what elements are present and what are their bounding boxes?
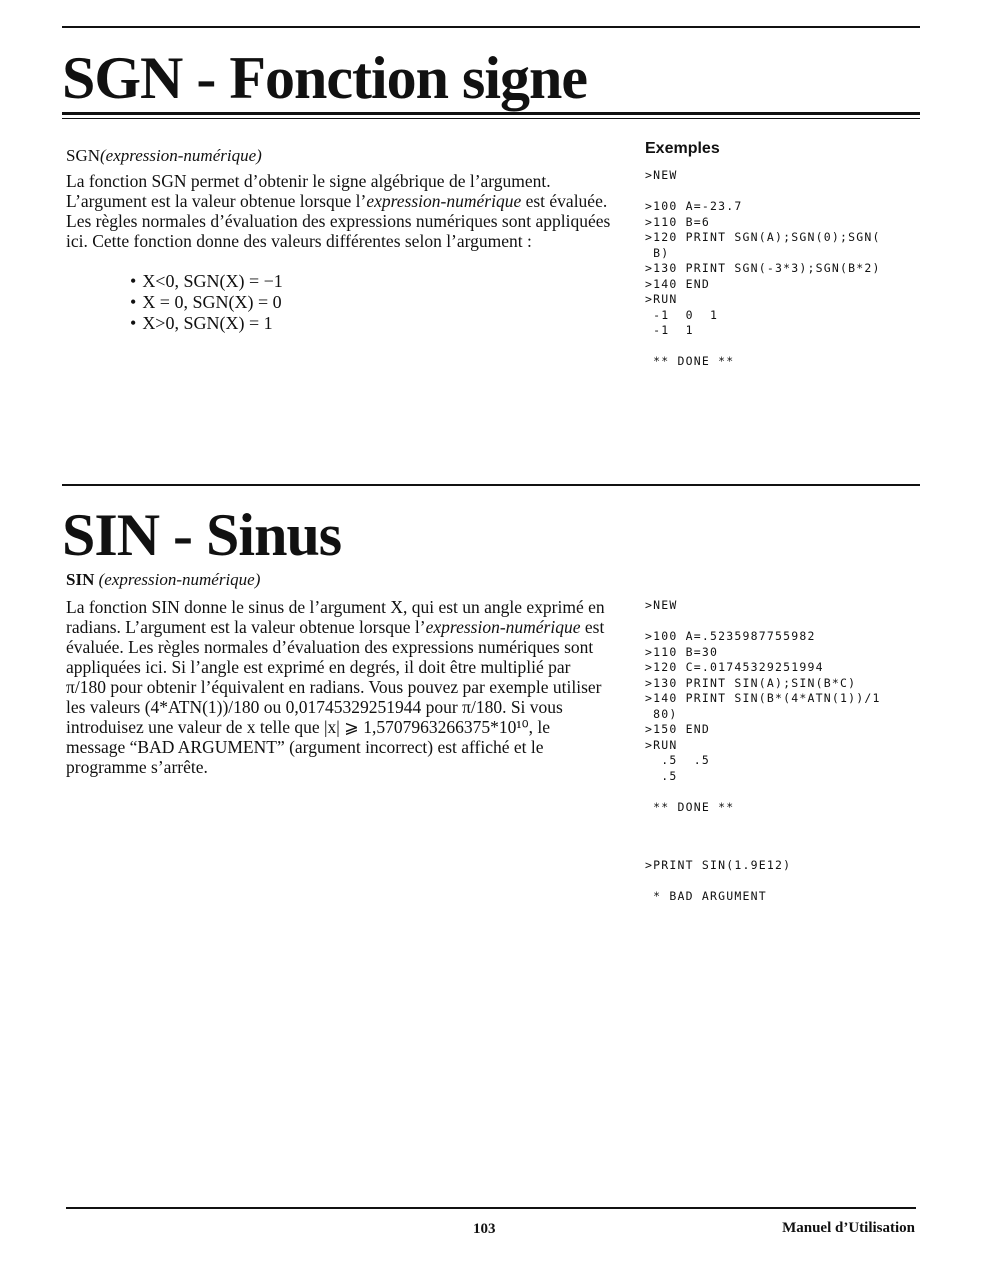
code-line: >100 A=-23.7 (645, 199, 743, 213)
top-rule (62, 26, 920, 28)
sin-syntax-argument: (expression-numérique) (94, 570, 261, 589)
sin-error-example (645, 858, 791, 905)
code-line: >100 A=.5235987755982 (645, 629, 816, 643)
code-line: 80) (645, 706, 678, 721)
sin-syntax-keyword: SIN (66, 570, 95, 589)
code-line: -1 0 1 (645, 307, 719, 322)
sgn-syntax (66, 146, 262, 166)
code-line: >150 END (645, 722, 710, 736)
code-line: ** DONE ** (645, 354, 735, 368)
sgn-description-text: est évaluée. Les règles normales d’évaluation des expressions numériques sont appliquées ici. Cette fonction donne des valeurs différentes selon l’argument : (66, 191, 611, 251)
footer-rule (66, 1207, 916, 1209)
sin-section-rule (62, 484, 920, 486)
sin-description-text: La fonction SIN donne le sinus de l’argument X, qui est un angle exprimé en radians. L’argument est la valeur obtenue lorsque l’ (66, 597, 605, 637)
sin-description (66, 597, 611, 777)
sgn-bullet-item: • X>0, SGN(X) = 1 (130, 313, 283, 334)
sgn-description-text: La fonction SGN permet d’obtenir le signe algébrique de l’argument. L’argument est la valeur obtenue lorsque l’ (66, 171, 551, 211)
sgn-examples-heading: Exemples (645, 140, 720, 157)
sin-description-text: est évaluée. Les règles normales d’évaluation des expressions numériques sont appliquées ici. Si l’angle est exprimé en degrés, il doit être multiplié par π/180 pour obtenir l’équivalent en radians. Vous pouvez par exemple utiliser les valeurs (4*ATN(1))/180 ou 0,01745329251944 pour π/180. Si vous introduisez une valeur de x telle que |x| ⩾ 1,5707963266375*10¹⁰, le message “BAD ARGUMENT” (argument incorrect) est affiché et le programme s’arrête. (66, 617, 605, 777)
sgn-bullet-item: • X<0, SGN(X) = −1 (130, 271, 283, 292)
sgn-description-italic: expression-numérique (366, 191, 522, 211)
code-line: >120 PRINT SGN(A);SGN(0);SGN( (645, 230, 881, 244)
code-line: * BAD ARGUMENT (645, 889, 767, 903)
code-line: >PRINT SIN(1.9E12) (645, 858, 792, 872)
sgn-heading-rule-thin (62, 118, 920, 119)
sgn-bullet-list (130, 271, 283, 334)
code-line: >140 PRINT SIN(B*(4*ATN(1))/1 (645, 691, 881, 705)
code-line: >NEW (645, 168, 678, 182)
sgn-syntax-argument: (expression-numérique) (100, 146, 262, 165)
code-line: >140 END (645, 276, 710, 291)
code-line: B) (645, 245, 670, 260)
sgn-bullet-item: • X = 0, SGN(X) = 0 (130, 292, 283, 313)
sin-heading: SIN - Sinus (62, 502, 342, 568)
code-line: -1 1 (645, 323, 694, 337)
code-line: >130 PRINT SIN(A);SIN(B*C) (645, 675, 857, 690)
manual-title: Manuel d’Utilisation (782, 1220, 915, 1236)
sin-syntax (66, 570, 260, 590)
code-line: >110 B=6 (645, 214, 710, 229)
code-line: >130 PRINT SGN(-3*3);SGN(B*2) (645, 261, 881, 275)
code-line: >120 C=.01745329251994 (645, 660, 824, 674)
sgn-heading-rule-thick (62, 112, 920, 115)
sgn-heading: SGN - Fonction signe (62, 45, 588, 111)
code-line: >NEW (645, 598, 678, 612)
code-line: .5 (645, 768, 678, 783)
code-line: >110 B=30 (645, 644, 719, 659)
code-line: ** DONE ** (645, 799, 735, 814)
code-line: >RUN (645, 292, 678, 306)
sgn-code-listing (645, 168, 881, 370)
sgn-syntax-keyword: SGN (66, 146, 101, 165)
page-number: 103 (473, 1221, 496, 1237)
code-line: .5 .5 (645, 753, 710, 767)
code-line: >RUN (645, 737, 678, 752)
sin-description-italic: expression-numérique (425, 617, 581, 637)
sin-code-listing (645, 598, 881, 815)
sgn-description (66, 171, 611, 251)
